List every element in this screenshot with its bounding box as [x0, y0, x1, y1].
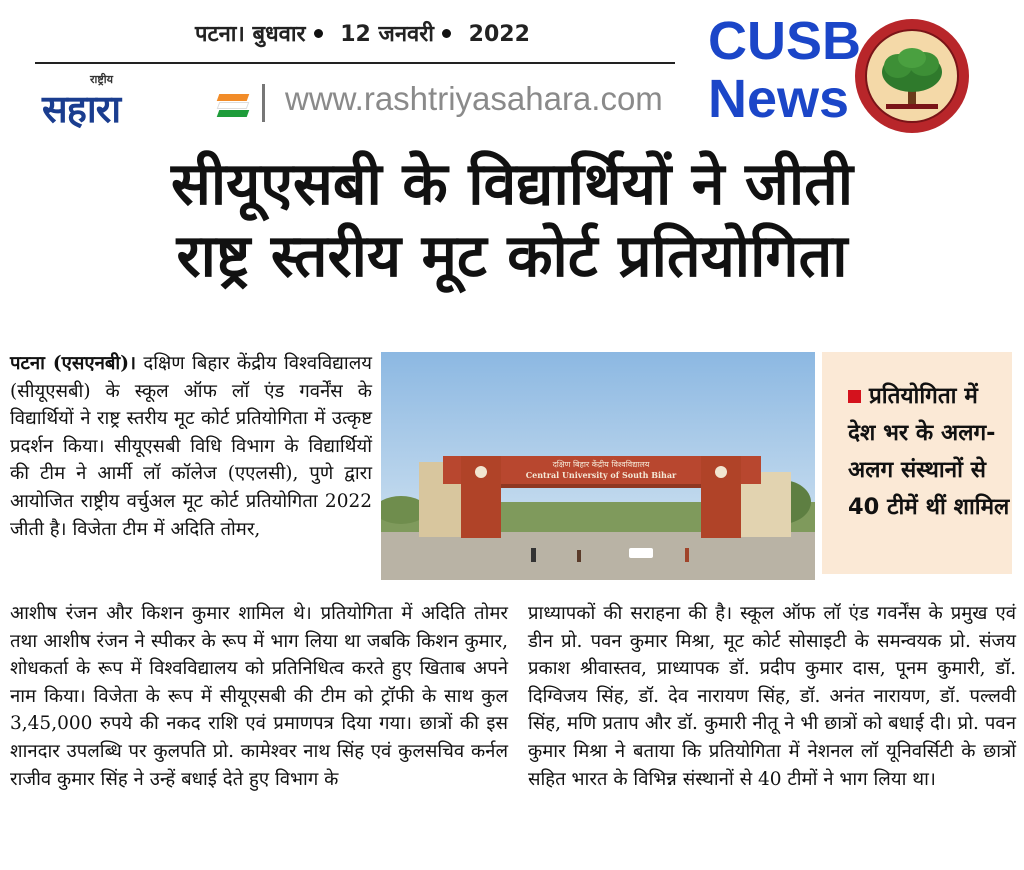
university-seal-icon	[852, 16, 972, 136]
dateline-city: पटना।	[195, 22, 245, 47]
article-paragraph-3: प्राध्यापकों की सराहना की है। स्कूल ऑफ लॉ एंड गवर्नेंस के प्रमुख एवं डीन प्रो. पवन कुमार मिश्रा, मूट कोर्ट सोसाइटी के समन्वयक प्रो. संजय प्रकाश श्रीवास्तव, प्राध्यापक डॉ. प्रदीप कुमार दास, पूनम कुमारी, डॉ. दिग्विजय सिंह, डॉ. देव नारायण सिंह, डॉ. अनंत नारायण, डॉ. पल्लवी सिंह, मणि प्रताप और डॉ. कुमारी नीतू ने भी छात्रों को बधाई दी। प्रो. पवन कुमार मिश्रा ने बताया कि प्रतियोगिता में नेशनल लॉ यूनिवर्सिटी के छात्रों सहित भारत के विभिन्न संस्थानों से 40 टीमों ने भाग लिया था।	[528, 603, 1016, 790]
cusb-news-badge	[708, 11, 862, 129]
header-rule	[35, 62, 675, 64]
logo-name: सहारा	[42, 87, 121, 131]
dateline	[195, 18, 625, 50]
flag-stripes-icon	[218, 94, 248, 116]
red-square-bullet-icon	[848, 390, 861, 403]
headline-line2: राष्ट्र स्तरीय मूट कोर्ट प्रतियोगिता	[176, 221, 848, 290]
badge-line2: News	[708, 69, 850, 129]
dateline-date: 12 जनवरी	[340, 22, 434, 47]
pull-quote-text-2: में देश भर के अलग-अलग संस्थानों से 40 टीमें थीं शामिल	[848, 383, 1010, 520]
headline-line1: सीयूएसबी के विद्यार्थियों ने जीती	[170, 149, 854, 218]
logo-small-text: राष्ट्रीय	[90, 73, 114, 86]
article-lead: पटना (एसएनबी)।	[10, 353, 136, 374]
website-url: www.rashtriyasahara.com	[285, 80, 663, 117]
article-paragraph-2: आशीष रंजन और किशन कुमार शामिल थे। प्रतियोगिता में अदिति तोमर तथा आशीष रंजन ने स्पीकर के रूप में भाग लिया था जबकि किशन कुमार, शोधकर्ता के रूप में विश्वविद्यालय को प्रतिनिधित्व करते हुए खिताब अपने नाम किया। विजेता के रूप में सीयूएसबी की टीम को ट्रॉफी के साथ कुल 3,45,000 रुपये की नकद राशि एवं प्रमाणपत्र दिया गया। छात्रों की इस शानदार उपलब्धि पर कुलपति प्रो. कामेश्वर नाथ सिंह एवं कुलसचिव कर्नल राजीव कुमार सिंह ने उन्हें बधाई देते हुए विभाग के	[10, 603, 508, 790]
badge-line1: CUSB	[708, 11, 862, 71]
gate-sign-english: Central University of South Bihar	[525, 470, 677, 480]
article-text-1: दक्षिण बिहार केंद्रीय विश्वविद्यालय (सीयूएसबी) के स्कूल ऑफ लॉ एंड गवर्नेंस के विद्यार्थियों ने राष्ट्र स्तरीय मूट कोर्ट प्रतियोगिता में उत्कृष्ट प्रदर्शन किया। सीयूएसबी विधि विभाग के विद्यार्थियों की टीम ने आर्मी लॉ कॉलेज (एएलसी), पुणे द्वारा आयोजित राष्ट्रीय वर्चुअल मूट कोर्ट प्रतियोगिता 2022 जीती है। विजेता टीम में अदिति तोमर,	[10, 353, 372, 540]
dateline-year: 2022	[468, 22, 530, 47]
dateline-day: बुधवार	[252, 22, 306, 47]
bullet-dot-icon	[442, 29, 451, 38]
pull-quote-text-1: प्रतियोगिता	[869, 383, 957, 409]
pull-quote	[822, 352, 1012, 574]
article-paragraph-1	[10, 350, 372, 543]
university-gate-photo	[381, 352, 815, 580]
headline	[10, 148, 1014, 292]
newspaper-logo	[42, 72, 282, 132]
bullet-dot-icon	[314, 29, 323, 38]
gate-sign-hindi: दक्षिण बिहार केंद्रीय विश्वविद्यालय	[552, 460, 650, 469]
logo-divider	[262, 84, 265, 122]
